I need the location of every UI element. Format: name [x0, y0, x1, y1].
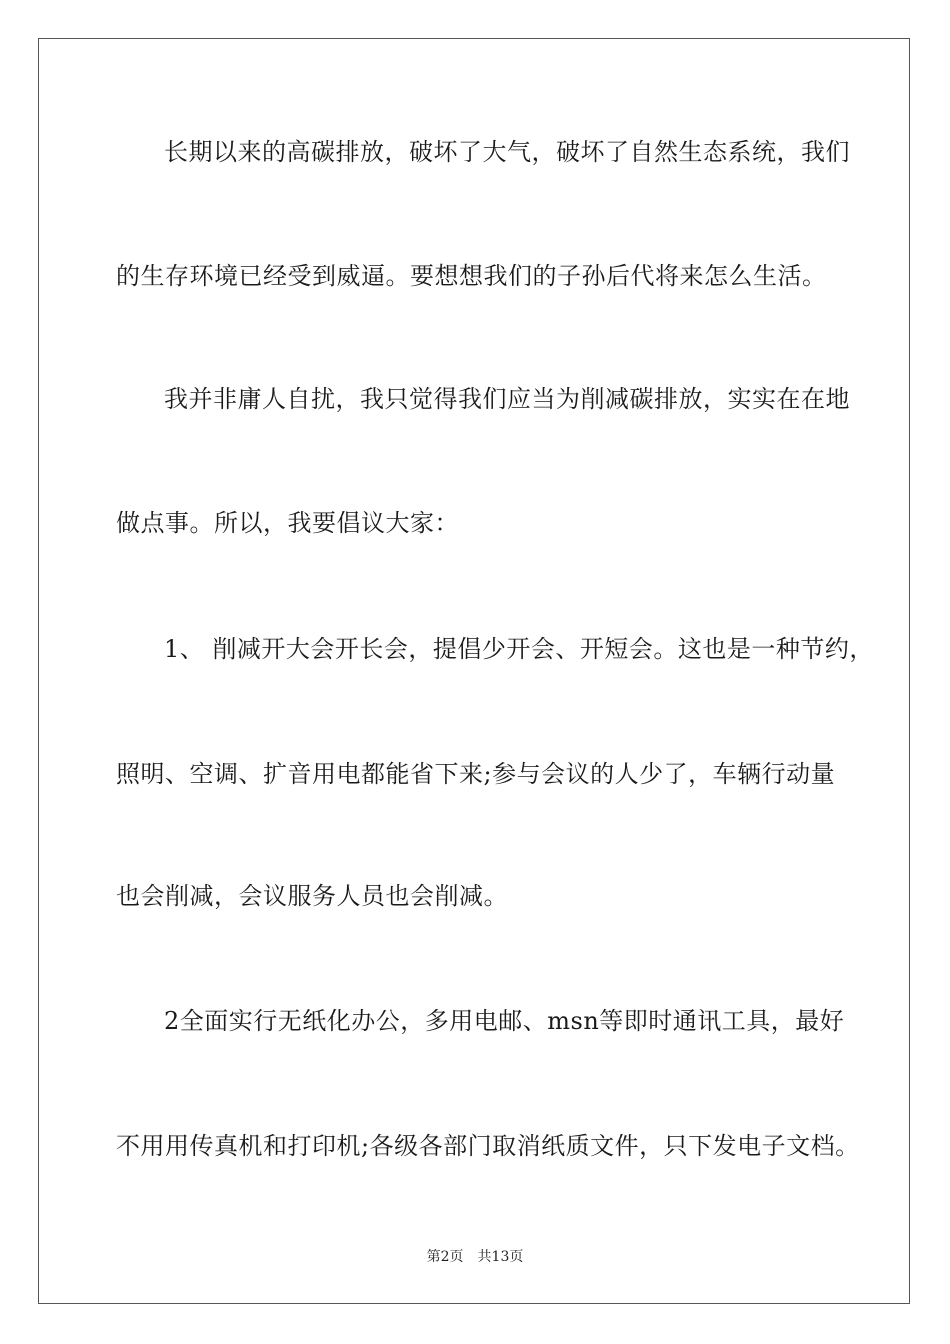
- page-number: 第2页: [426, 1249, 464, 1265]
- paragraph-2-line-2: 做点事。所以，我要倡议大家：: [116, 509, 459, 537]
- paragraph-4-line-1: 2全面实行无纸化办公，多用电邮、msn等即时通讯工具，最好: [164, 1007, 845, 1035]
- paragraph-3-line-3: 也会削减，会议服务人员也会削减。: [116, 882, 508, 910]
- paragraph-4-line-2: 不用用传真机和打印机;各级各部门取消纸质文件，只下发电子文档。: [116, 1132, 860, 1160]
- page-footer: [0, 1247, 950, 1267]
- page-frame: [38, 38, 910, 1304]
- paragraph-1-line-2: 的生存环境已经受到威逼。要想想我们的子孙后代将来怎么生活。: [116, 262, 827, 290]
- paragraph-3-line-2: 照明、空调、扩音用电都能省下来;参与会议的人少了，车辆行动量: [116, 760, 836, 788]
- paragraph-1-line-1: 长期以来的高碳排放，破坏了大气，破坏了自然生态系统，我们: [164, 138, 850, 166]
- paragraph-2-line-1: 我并非庸人自扰，我只觉得我们应当为削减碳排放，实实在在地: [164, 385, 850, 413]
- paragraph-3-line-1: 1、 削减开大会开长会，提倡少开会、开短会。这也是一种节约，: [164, 635, 874, 663]
- page-total: 共13页: [477, 1249, 524, 1265]
